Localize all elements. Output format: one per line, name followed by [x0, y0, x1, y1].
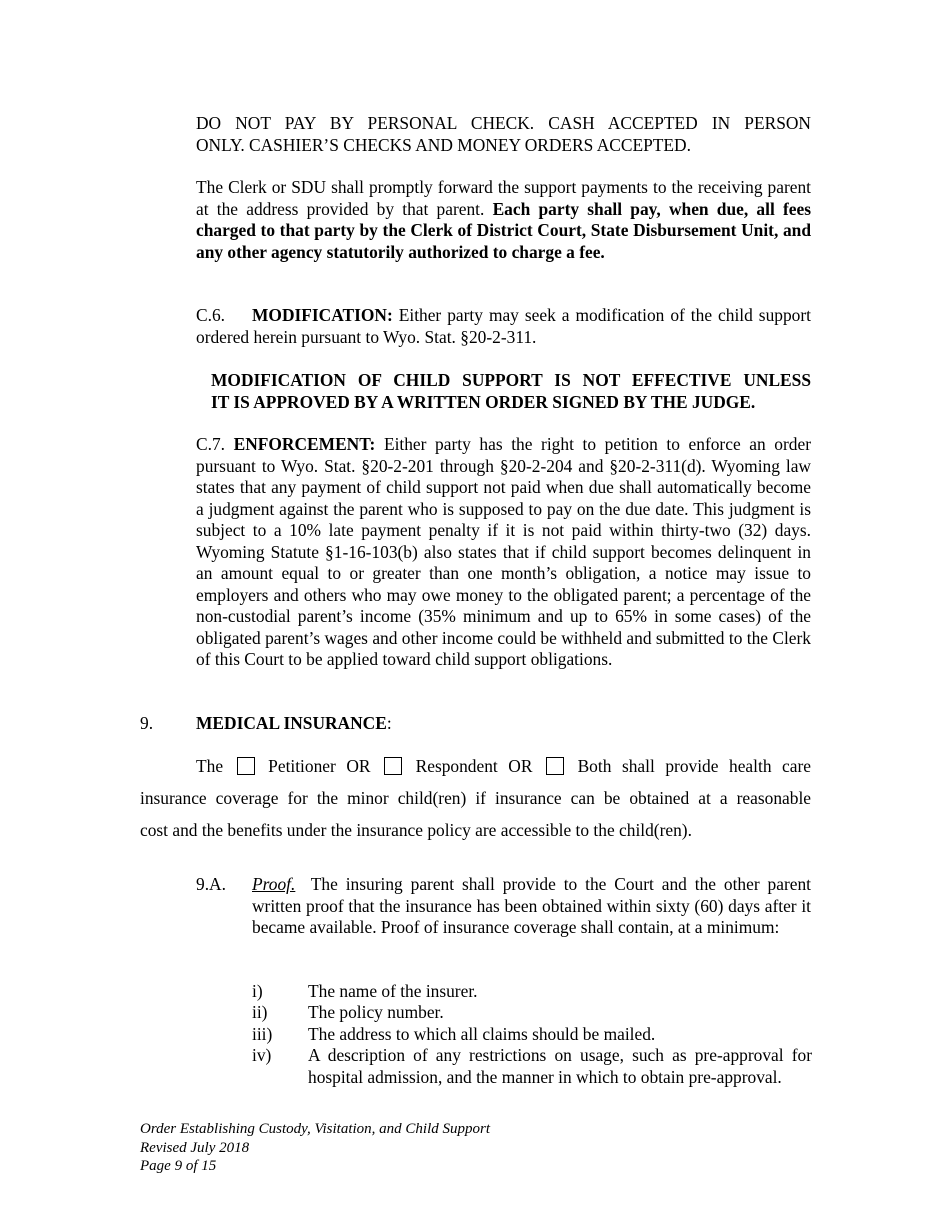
- list-item-text: The address to which all claims should be mailed.: [308, 1024, 656, 1044]
- enforcement-heading: ENFORCEMENT:: [233, 434, 376, 454]
- footer-revised: Revised July 2018: [140, 1139, 250, 1156]
- medical-insurance-number: 9.: [140, 713, 154, 733]
- payment-notice-line2: ONLY. CASHIER’S CHECKS AND MONEY ORDERS ACCEPTED.: [196, 134, 691, 155]
- medical-insurance-colon: :: [386, 713, 392, 733]
- proof-paragraph: [252, 874, 811, 939]
- enforcement-number: C.7.: [196, 434, 225, 454]
- medical-insurance-line3: cost and the benefits under the insurance policy are accessible to the child(ren).: [140, 820, 692, 840]
- modification-heading: MODIFICATION:: [252, 305, 393, 325]
- list-item-number: iv): [252, 1045, 272, 1065]
- page-footer: [140, 1120, 640, 1176]
- list-item-number: ii): [252, 1002, 268, 1022]
- modification-text: Either party may seek a modification of the child support ordered herein pursuant to Wyo. Stat. §20-2-311.: [196, 305, 811, 347]
- petitioner-label: Petitioner OR: [268, 756, 371, 776]
- footer-page-number: Page 9 of 15: [140, 1158, 217, 1174]
- clerk-paragraph-text: The Clerk or SDU shall promptly forward the support payments to the receiving parent at the address provided by that parent.: [196, 177, 811, 219]
- modification-section: [196, 305, 811, 348]
- medical-insurance-heading: MEDICAL INSURANCE: [196, 713, 387, 733]
- proof-heading: Proof.: [252, 874, 296, 894]
- modification-number: C.6.: [196, 305, 225, 325]
- medical-insurance-heading-row: [140, 713, 811, 735]
- both-label: Both shall provide health care: [577, 756, 812, 776]
- respondent-checkbox[interactable]: [384, 757, 402, 775]
- modification-warning: [211, 370, 811, 413]
- list-item-text: A description of any restrictions on usage, such as pre-approval for hospital admission, and the manner in which to obtain pre-approval.: [308, 1045, 812, 1087]
- list-item-number: i): [252, 981, 263, 1001]
- footer-title: Order Establishing Custody, Visitation, and Child Support: [140, 1121, 491, 1137]
- respondent-label: Respondent OR: [415, 756, 533, 776]
- list-item-text: The name of the insurer.: [308, 981, 478, 1001]
- clerk-paragraph: [196, 177, 811, 263]
- both-checkbox[interactable]: [546, 757, 564, 775]
- clerk-fees-notice: Each party shall pay, when due, all fees charged to that party by the Clerk of District Court, State Disbursement Unit, and any other agency statutorily authorized to charge a fee.: [196, 198, 811, 262]
- list-item-text: The policy number.: [308, 1002, 444, 1022]
- medical-the: The: [196, 756, 224, 776]
- payment-notice: [196, 113, 811, 156]
- medical-insurance-line2: insurance coverage for the minor child(ren) if insurance can be obtained at a reasonable: [140, 788, 811, 808]
- proof-number: 9.A.: [196, 874, 226, 894]
- modification-warning-line2: IT IS APPROVED BY A WRITTEN ORDER SIGNED BY THE JUDGE.: [211, 391, 756, 412]
- proof-text: The insuring parent shall provide to the Court and the other parent written proof that the insurance has been obtained within sixty (60) days after it became available. Proof of insurance coverage shall contain, at a minimum:: [252, 874, 811, 937]
- enforcement-text: Either party has the right to petition to enforce an order pursuant to Wyo. Stat. §20-2-201 through §20-2-204 and §20-2-311(d). Wyoming law states that any payment of child support not paid when due shall automatically become a judgment against the parent who is supposed to pay on the due date. This judgment is subject to a 10% late payment penalty if it is not paid within thirty-two (32) days. Wyoming Statute §1-16-103(b) also states that if child support becomes delinquent in an amount equal to or greater than one month’s obligation, a notice may issue to employers and others who may owe money to the obligated parent; a percentage of the non-custodial parent’s income (35% minimum and up to 65% in some cases) of the obligated parent’s wages and other income could be withheld and submitted to the Clerk of this Court to be applied toward child support obligations.: [196, 434, 811, 669]
- list-item-number: iii): [252, 1024, 273, 1044]
- medical-insurance-line1: [196, 756, 811, 778]
- payment-notice-line1: DO NOT PAY BY PERSONAL CHECK. CASH ACCEPTED IN PERSON: [196, 113, 811, 133]
- enforcement-section: [196, 434, 811, 671]
- petitioner-checkbox[interactable]: [237, 757, 255, 775]
- modification-warning-line1: MODIFICATION OF CHILD SUPPORT IS NOT EFFECTIVE UNLESS: [211, 370, 811, 390]
